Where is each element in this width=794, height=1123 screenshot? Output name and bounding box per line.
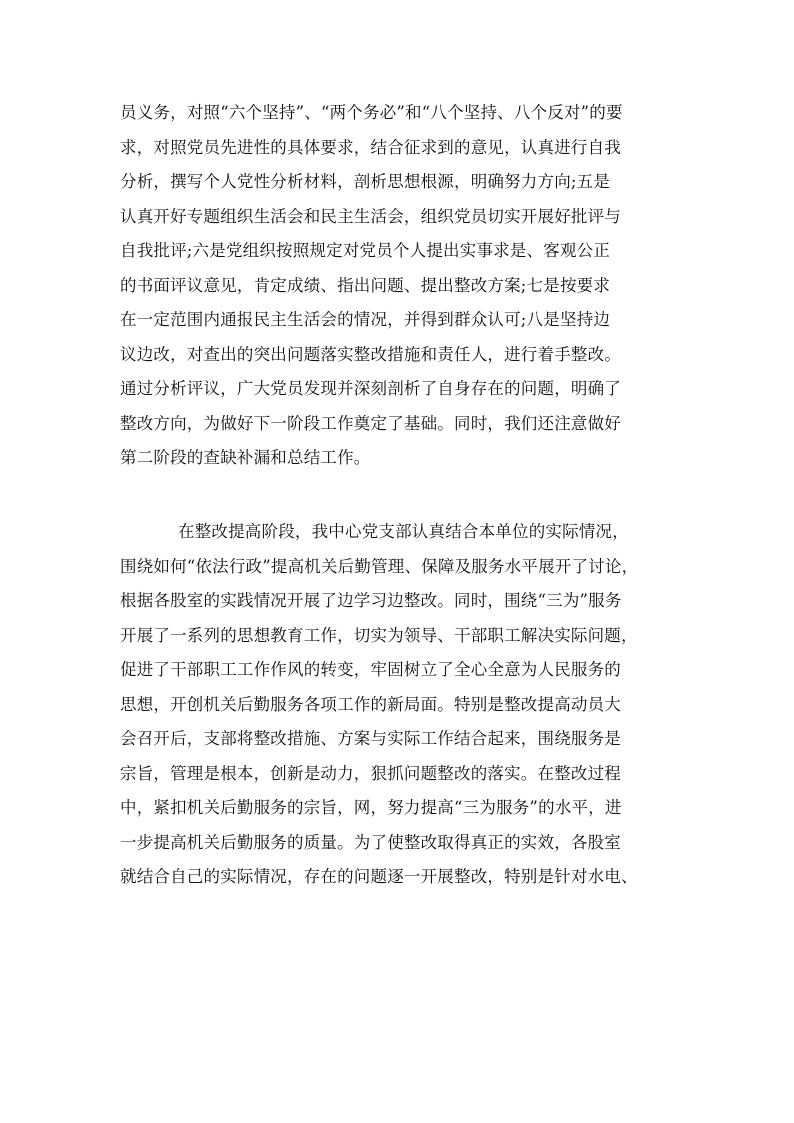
paragraph-line: 思想，开创机关后勤服务各项工作的新局面。特别是整改提高动员大 xyxy=(120,694,621,714)
paragraph-line: 促进了干部职工工作作风的转变，牢固树立了全心全意为人民服务的 xyxy=(120,660,621,679)
paragraph-line: 求，对照党员先进性的具体要求，结合征求到的意见，认真进行自我 xyxy=(120,137,621,157)
paragraph-line: 根据各股室的实践情况开展了边学习边整改。同时，围绕“三为”服务 xyxy=(120,591,622,610)
paragraph-line: 认真开好专题组织生活会和民主生活会，组织党员切实开展好批评与 xyxy=(120,206,621,226)
paragraph-line: 自我批评;六是党组织按照规定对党员个人提出实事求是、客观公正 xyxy=(120,241,611,260)
paragraph-line: 开展了一系列的思想教育工作，切实为领导、干部职工解决实际问题， xyxy=(120,625,638,645)
paragraph-line: 在整改提高阶段，我中心党支部认真结合本单位的实际情况， xyxy=(178,522,629,541)
paragraph-line: 会召开后，支部将整改措施、方案与实际工作结合起来，围绕服务是 xyxy=(120,729,621,748)
paragraph-line: 第二阶段的查缺补漏和总结工作。 xyxy=(120,448,371,467)
paragraph-line: 分析，撰写个人党性分析材料，剖析思想根源，明确努力方向;五是 xyxy=(120,172,611,191)
paragraph-line: 议边改，对查出的突出问题落实整改措施和责任人，进行着手整改。 xyxy=(120,344,621,364)
paragraph-line: 整改方向，为做好下一阶段工作奠定了基础。同时，我们还注意做好 xyxy=(120,413,621,433)
paragraph-line: 通过分析评议，广大党员发现并深刻剖析了自身存在的问题，明确了 xyxy=(120,379,621,398)
paragraph-line: 的书面评议意见，肯定成绩、指出问题、提出整改方案;七是按要求 xyxy=(120,275,611,295)
paragraph-line: 围绕如何“依法行政”提高机关后勤管理、保障及服务水平展开了讨论， xyxy=(120,556,639,576)
paragraph-line: 员义务，对照“六个坚持”、“两个务必”和“八个坚持、八个反对”的要 xyxy=(120,103,623,122)
paragraph-line: 在一定范围内通报民主生活会的情况，并得到群众认可;八是坚持边 xyxy=(120,310,611,329)
paragraph-line: 一步提高机关后勤服务的质量。为了使整改取得真正的实效，各股室 xyxy=(120,832,621,852)
paragraph-line: 宗旨，管理是根本，创新是动力，狠抓问题整改的落实。在整改过程 xyxy=(120,763,621,783)
paragraph-line: 中，紧扣机关后勤服务的宗旨，网，努力提高“三为服务”的水平，进 xyxy=(120,798,622,817)
paragraph-line: 就结合自己的实际情况，存在的问题逐一开展整改，特别是针对水电、 xyxy=(120,867,638,886)
